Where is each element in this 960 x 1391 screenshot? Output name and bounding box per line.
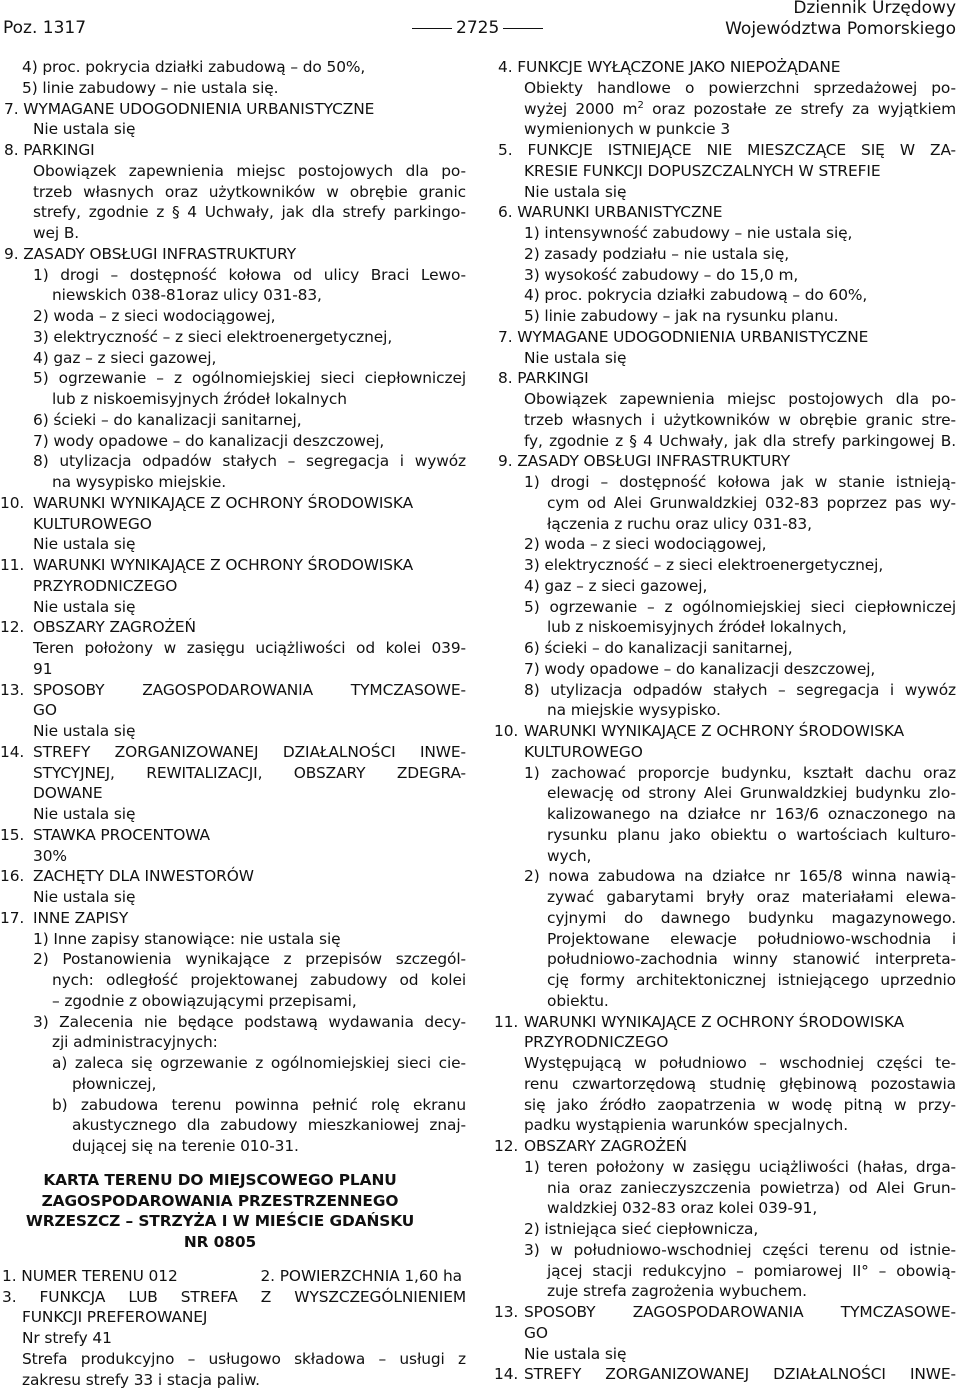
left-column <box>0 57 470 1390</box>
text-line <box>0 1307 470 1328</box>
text-line <box>494 327 960 348</box>
line-text: 3) elektryczność – z sieci elektroenergetycznej, <box>33 327 393 346</box>
line-text: 30% <box>33 846 67 865</box>
text-line <box>494 493 960 514</box>
text-line <box>494 617 960 638</box>
line-text: 4) gaz – z sieci gazowej, <box>33 348 217 367</box>
line-text: 7) wody opadowe – do kanalizacji deszczowej, <box>33 431 385 450</box>
text-line <box>0 285 470 306</box>
line-text: FUNKCJI PREFEROWANEJ <box>22 1308 208 1327</box>
line-text: 3) elektryczność – z sieci elektroenergetycznej, <box>524 556 884 574</box>
field-area: 2. POWIERZCHNIA 1,60 ha <box>260 1266 462 1285</box>
text-line <box>0 161 470 182</box>
line-text: 3) wysokość zabudowy – do 15,0 m, <box>524 265 799 284</box>
line-text: renu czwartorzędową studnię głębinową pozostawia <box>524 1074 956 1093</box>
section-number: 14. <box>0 742 25 761</box>
text-line <box>0 119 470 140</box>
text-line <box>0 783 470 804</box>
line-text: 9. ZASADY OBSŁUGI INFRASTRUKTURY <box>4 244 297 263</box>
text-line <box>494 659 960 680</box>
text-line <box>494 514 960 535</box>
line-text: wymienionych w punkcie 3 <box>524 120 731 139</box>
line-text: WARUNKI WYNIKAJĄCE Z OCHRONY ŚRODOWISKA <box>33 556 414 574</box>
line-text: obiektu. <box>547 991 609 1010</box>
text-line <box>494 825 960 846</box>
text-line <box>494 638 960 659</box>
text-line <box>0 348 470 369</box>
line-text: 1) zachować proporcje budynku, kształt dachu oraz <box>524 763 956 782</box>
line-text: 9. ZASADY OBSŁUGI INFRASTRUKTURY <box>498 452 791 471</box>
section-heading: WRZESZCZ – STRZYŻA I W MIEŚCIE GDAŃSKU <box>25 1212 415 1231</box>
text-line <box>494 223 960 244</box>
line-text: PRZYRODNICZEGO <box>33 576 178 595</box>
line-text: 3) Zalecenia nie będące podstawą wydawania decy- <box>33 1012 466 1031</box>
line-text: cyjnymi do dawnego budynku magazynowego. <box>547 908 956 927</box>
text-line <box>494 410 960 431</box>
text-line <box>0 265 470 286</box>
text-line <box>0 1287 470 1308</box>
text-line <box>0 617 470 638</box>
text-line <box>0 57 470 78</box>
text-line <box>494 306 960 327</box>
text-line <box>494 929 960 950</box>
text-line <box>0 555 470 576</box>
line-text: zywać gabarytami bryły oraz materiałami elewa- <box>547 888 956 906</box>
text-line <box>494 1364 960 1385</box>
section-heading: ZAGOSPODAROWANIA PRZESTRZENNEGO <box>41 1191 399 1210</box>
line-text <box>2 1266 462 1287</box>
line-text: trzeb własnych oraz użytkowników w obrębie granic <box>33 182 466 201</box>
text-line <box>0 1095 470 1116</box>
line-text: Nie ustala się <box>33 535 136 554</box>
section-number: 15. <box>0 825 25 844</box>
text-line <box>494 846 960 867</box>
text-line <box>494 161 960 182</box>
line-text: Obowiązek zapewnienia miejsc postojowych dla po- <box>33 161 466 180</box>
text-line <box>0 99 470 120</box>
line-text: STYCYJNEJ, REWITALIZACJI, OBSZARY ZDEGRA- <box>33 763 466 782</box>
text-line <box>0 700 470 721</box>
text-line <box>0 1136 470 1157</box>
text-line <box>494 451 960 472</box>
text-line <box>0 431 470 452</box>
spacer <box>0 1253 470 1266</box>
section-heading: KARTA TERENU DO MIEJSCOWEGO PLANU <box>43 1170 397 1189</box>
text-line <box>494 555 960 576</box>
text-line <box>494 742 960 763</box>
line-text: fy, zgodnie z § 4 Uchwały, jak dla strefy parkingowej B. <box>524 431 956 450</box>
text-line <box>494 783 960 804</box>
section-number: 11. <box>0 556 25 574</box>
line-text: lub z niskoemisyjnych źródeł lokalnych <box>52 390 347 408</box>
line-text: WARUNKI WYNIKAJĄCE Z OCHRONY ŚRODOWISKA <box>33 493 414 512</box>
line-text: 5) linie zabudowy – nie ustala się. <box>22 78 279 97</box>
text-line <box>494 1136 960 1157</box>
text-line <box>494 78 960 99</box>
line-text: INNE ZAPISY <box>33 908 129 927</box>
text-line <box>494 119 960 140</box>
text-line <box>494 389 960 410</box>
line-text: zji administracyjnych: <box>52 1033 218 1052</box>
line-text: ZACHĘTY DLA INWESTORÓW <box>33 867 254 886</box>
line-text: 5) ogrzewanie – z ogólnomiejskiej sieci ciepłowniczej <box>33 369 466 388</box>
line-text: 5) linie zabudowy – jak na rysunku planu. <box>524 307 839 325</box>
line-text: b) zabudowa terenu powinna pełnić rolę ekranu <box>52 1095 466 1114</box>
line-text: Obowiązek zapewnienia miejsc postojowych dla po- <box>524 390 956 408</box>
line-text: KULTUROWEGO <box>33 514 152 533</box>
text-line <box>0 825 470 846</box>
text-line <box>0 140 470 161</box>
line-text: 8. PARKINGI <box>4 141 95 159</box>
text-line <box>494 970 960 991</box>
text-line <box>494 1157 960 1178</box>
line-text: 5. FUNKCJE ISTNIEJĄCE NIE MIESZCZĄCE SIĘ W ZA- <box>498 141 956 159</box>
text-line <box>0 472 470 493</box>
text-line <box>494 182 960 203</box>
line-text: się jako źródło zaopatrzenia w wodę pitną w przy- <box>524 1095 956 1114</box>
text-line <box>494 285 960 306</box>
line-text: Występującą w południowo – wschodniej części te- <box>524 1054 956 1072</box>
line-text: Nr strefy 41 <box>22 1329 112 1347</box>
line-text: niewskich 038-81oraz ulicy 031-83, <box>52 286 322 305</box>
line-text: Strefa produkcyjno – usługowo składowa – usługi z <box>22 1349 466 1368</box>
text-line <box>0 908 470 929</box>
text-line <box>494 680 960 701</box>
text-line <box>494 1281 960 1302</box>
line-text: 2) zasady podziału – nie ustala się, <box>524 244 790 263</box>
line-text: 2) Postanowienia wynikające z przepisów szczegól- <box>33 950 466 969</box>
line-text: – zgodnie z obowiązującymi przepisami, <box>52 991 357 1010</box>
text-line <box>0 244 470 265</box>
line-text: Nie ustala się <box>524 1344 627 1363</box>
line-text: Nie ustala się <box>33 597 136 616</box>
line-text: 8) utylizacja odpadów stałych – segregacja i wywóz <box>33 452 466 471</box>
text-line <box>0 991 470 1012</box>
line-text: GO <box>33 701 57 720</box>
line-text: Nie ustala się <box>33 722 136 740</box>
section-number: 10. <box>0 493 25 512</box>
line-text: płowniczej, <box>72 1074 157 1093</box>
text-line <box>0 306 470 327</box>
text-line <box>0 410 470 431</box>
text-line <box>0 202 470 223</box>
text-line <box>494 472 960 493</box>
text-line <box>494 348 960 369</box>
spacer <box>0 1157 470 1170</box>
text-line <box>0 659 470 680</box>
line-text: Obiekty handlowe o powierzchni sprzedażowej po- <box>524 78 956 97</box>
line-text: nych: odległość projektowanej zabudowy od kolei <box>52 971 466 989</box>
text-line <box>494 1032 960 1053</box>
text-line <box>0 804 470 825</box>
text-line <box>0 1328 470 1349</box>
text-line <box>0 1012 470 1033</box>
line-text: wyżej 2000 $m^2$ oraz pozostałe ze strefy za wyjątkiem <box>524 99 956 118</box>
text-line <box>0 929 470 950</box>
line-text: SPOSOBY ZAGOSPODAROWANIA TYMCZASOWE- <box>524 1303 956 1321</box>
page-number: 2725 <box>408 18 547 38</box>
line-text: DOWANE <box>33 784 103 803</box>
section-number: 16. <box>0 867 25 886</box>
line-text: zakresu strefy 33 i stacja paliw. <box>22 1370 260 1389</box>
line-text: 2) nowa zabudowa na działce nr 165/8 winna nawią- <box>524 867 956 886</box>
text-line <box>0 949 470 970</box>
section-number: 11. <box>494 1012 519 1031</box>
text-line <box>0 534 470 555</box>
text-line <box>0 638 470 659</box>
text-line <box>494 244 960 265</box>
text-line <box>494 1053 960 1074</box>
text-line <box>0 866 470 887</box>
text-line <box>494 1261 960 1282</box>
line-text: 4) proc. pokrycia działki zabudową – do 50%, <box>22 58 366 76</box>
line-text: 1) Inne zapisy stanowiące: nie ustala się <box>33 929 341 948</box>
line-text: 3. FUNKCJA LUB STREFA Z WYSZCZEGÓLNIENIEM <box>2 1287 466 1306</box>
section-number: 17. <box>0 908 25 927</box>
text-line <box>494 949 960 970</box>
line-text: 8. PARKINGI <box>498 369 589 388</box>
line-text: STAWKA PROCENTOWA <box>33 825 210 844</box>
line-text: OBSZARY ZAGROŻEŃ <box>524 1137 687 1155</box>
line-text: Nie ustala się <box>33 888 136 906</box>
text-line <box>494 431 960 452</box>
line-text: 4. FUNKCJE WYŁĄCZONE JAKO NIEPOŻĄDANE <box>498 58 841 76</box>
text-line <box>0 1032 470 1053</box>
line-text: zuje strefa zagrożenia wybuchem. <box>547 1282 807 1301</box>
line-text: 6) ścieki – do kanalizacji sanitarnej, <box>33 410 302 429</box>
journal-title: Dziennik Urzędowy Województwa Pomorskiego <box>725 0 956 39</box>
text-line <box>0 846 470 867</box>
line-text: STREFY ZORGANIZOWANEJ DZIAŁALNOŚCI INWE- <box>524 1365 956 1384</box>
line-text: dującej się na terenie 010-31. <box>72 1137 299 1155</box>
text-line <box>494 368 960 389</box>
line-text: 7. WYMAGANE UDOGODNIENIA URBANISTYCZNE <box>498 327 869 346</box>
line-text: 1) teren położony w zasięgu uciążliwości (hałas, drga- <box>524 1157 956 1176</box>
text-line <box>494 1302 960 1323</box>
text-line <box>494 1240 960 1261</box>
line-text: cję formy architektonicznej istniejącego uprzednio <box>547 971 956 989</box>
text-line <box>0 368 470 389</box>
section-number: 13. <box>494 1303 519 1321</box>
text-line <box>494 1198 960 1219</box>
text-line <box>0 887 470 908</box>
line-text: 2) woda – z sieci wodociągowej, <box>524 535 767 554</box>
line-text: wych, <box>547 846 592 865</box>
text-line <box>494 1178 960 1199</box>
text-line <box>494 534 960 555</box>
section-number: 14. <box>494 1365 519 1384</box>
text-line <box>494 1219 960 1240</box>
line-text: akustycznego dla zabudowy mieszkaniowej znaj- <box>72 1116 466 1135</box>
page-header <box>0 0 960 44</box>
line-text: Nie ustala się <box>524 348 627 367</box>
line-text: PRZYRODNICZEGO <box>524 1033 669 1052</box>
text-line <box>0 1266 470 1287</box>
text-line <box>0 182 470 203</box>
text-line <box>0 1053 470 1074</box>
line-text: na miejskie wysypisko. <box>547 701 721 720</box>
text-line <box>494 721 960 742</box>
line-text: lub z niskoemisyjnych źródeł lokalnych, <box>547 618 847 637</box>
text-line <box>0 1115 470 1136</box>
text-line <box>0 721 470 742</box>
text-line <box>0 327 470 348</box>
text-line <box>494 991 960 1012</box>
text-line <box>494 140 960 161</box>
text-line <box>0 451 470 472</box>
line-text: 5) ogrzewanie – z ogólnomiejskiej sieci ciepłowniczej <box>524 597 956 616</box>
line-text: SPOSOBY ZAGOSPODAROWANIA TYMCZASOWE- <box>33 680 466 699</box>
text-line <box>494 908 960 929</box>
superscript: 2 <box>637 99 644 111</box>
line-text: KULTUROWEGO <box>524 742 643 761</box>
text-line <box>0 389 470 410</box>
text-line <box>494 202 960 223</box>
line-text: 6) ścieki – do kanalizacji sanitarnej, <box>524 639 793 657</box>
line-text: 3) w południowo-wschodniej części terenu od istnie- <box>524 1240 956 1259</box>
line-text: STREFY ZORGANIZOWANEJ DZIAŁALNOŚCI INWE- <box>33 742 466 761</box>
line-text: padku wystąpienia warunków specjalnych. <box>524 1116 848 1135</box>
line-text: 7. WYMAGANE UDOGODNIENIA URBANISTYCZNE <box>4 99 375 118</box>
text-line <box>494 700 960 721</box>
text-line <box>0 680 470 701</box>
line-text: 6. WARUNKI URBANISTYCZNE <box>498 203 723 222</box>
text-line <box>0 78 470 99</box>
text-line <box>494 1074 960 1095</box>
line-text: 91 <box>33 659 53 678</box>
line-text: Nie ustala się <box>33 805 136 823</box>
line-text: strefy, zgodnie z § 4 Uchwały, jak dla strefy parkingo- <box>33 203 466 222</box>
text-line <box>0 970 470 991</box>
text-line <box>494 1095 960 1116</box>
line-text: trzeb własnych i użytkowników w obrębie granic stre- <box>524 410 956 429</box>
line-text: Nie ustala się <box>33 120 136 139</box>
text-line <box>0 514 470 535</box>
line-text: 4) gaz – z sieci gazowej, <box>524 576 708 595</box>
line-text: 1) intensywność zabudowy – nie ustala się, <box>524 224 853 242</box>
line-text: WARUNKI WYNIKAJĄCE Z OCHRONY ŚRODOWISKA <box>524 1012 905 1031</box>
text-line <box>494 804 960 825</box>
section-number: 10. <box>494 722 519 740</box>
line-text: 1) drogi – dostępność kołowa od ulicy Braci Lewo- <box>33 265 466 284</box>
line-text: 2) istniejąca sieć ciepłownicza, <box>524 1220 759 1238</box>
section-number: 12. <box>0 618 25 637</box>
text-line <box>0 742 470 763</box>
line-text: południowo-zachodnia winny stanowić interpreta- <box>547 950 956 969</box>
section-heading: NR 0805 <box>183 1233 257 1251</box>
line-text: WARUNKI WYNIKAJĄCE Z OCHRONY ŚRODOWISKA <box>524 722 905 740</box>
line-text: nia oraz zanieczyszczenia powietrza) od Alei Grun- <box>547 1178 956 1197</box>
line-text: waldzkiej 032-83 oraz kolei 039-91, <box>547 1199 818 1218</box>
position-number: Poz. 1317 <box>3 18 87 38</box>
field-number: 1. NUMER TERENU 012 <box>2 1266 178 1285</box>
text-line <box>0 493 470 514</box>
text-line <box>494 265 960 286</box>
line-text: na wysypisko miejskie. <box>52 473 227 491</box>
line-text: GO <box>524 1323 548 1342</box>
line-text: wej B. <box>33 224 80 242</box>
text-line <box>494 887 960 908</box>
line-text: 2) woda – z sieci wodociągowej, <box>33 307 276 325</box>
text-line <box>494 1012 960 1033</box>
text-line <box>494 1115 960 1136</box>
text-line <box>494 763 960 784</box>
text-line <box>0 763 470 784</box>
line-text: OBSZARY ZAGROŻEŃ <box>33 618 196 637</box>
line-text: Projektowane elewacje południowo-wschodnia i <box>547 929 956 948</box>
text-line <box>0 597 470 618</box>
line-text: a) zaleca się ogrzewanie z ogólnomiejskiej sieci cie- <box>52 1054 466 1072</box>
text-line <box>0 1074 470 1095</box>
text-line <box>494 1344 960 1365</box>
text-line <box>0 1349 470 1370</box>
line-text: kalizowanego na działce nr 163/6 oznaczonego na <box>547 805 956 823</box>
text-line <box>0 1370 470 1391</box>
line-text: cym od Alei Grunwaldzkiej 032-83 poprzez pas wy- <box>547 493 956 512</box>
line-text: jącej stacji redukcyjno – pomiarowej II° – obowią- <box>547 1261 956 1280</box>
line-text: 7) wody opadowe – do kanalizacji deszczowej, <box>524 659 876 678</box>
line-text: 1) drogi – dostępność kołowa jak w stanie istnieją- <box>524 473 956 491</box>
text-line <box>494 576 960 597</box>
text-line <box>494 597 960 618</box>
line-text: KRESIE FUNKCJI DOPUSZCZALNYCH W STREFIE <box>524 161 881 180</box>
text-line <box>0 576 470 597</box>
right-column <box>494 57 960 1385</box>
text-line <box>494 866 960 887</box>
line-text: 8) utylizacja odpadów stałych – segregacja i wywóz <box>524 680 956 699</box>
line-text: rysunku planu jako obiektu o wartościach kulturo- <box>547 825 956 844</box>
line-text: Teren położony w zasięgu uciążliwości od kolei 039- <box>33 639 466 657</box>
text-line <box>494 57 960 78</box>
line-text: 4) proc. pokrycia działki zabudową – do 60%, <box>524 286 868 305</box>
line-text: elewację od strony Alei Grunwaldzkiej budynku zlo- <box>547 784 956 803</box>
text-line <box>0 223 470 244</box>
section-number: 13. <box>0 680 25 699</box>
text-line <box>494 1323 960 1344</box>
section-number: 12. <box>494 1137 519 1155</box>
text-line <box>494 99 960 120</box>
line-text: Nie ustala się <box>524 182 627 201</box>
line-text: łączenia z ruchu oraz ulicy 031-83, <box>547 514 812 533</box>
